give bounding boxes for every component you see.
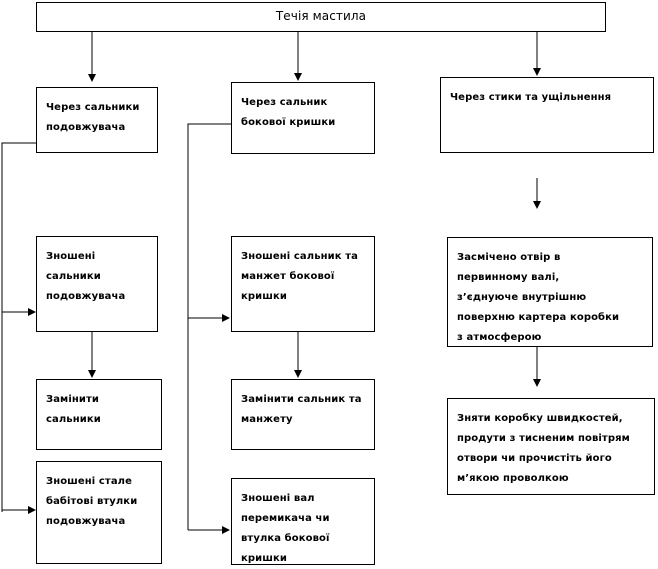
branch-1-item-2-box: [36, 379, 162, 450]
branch-3-header: Через стики та ущільнення: [450, 92, 612, 103]
branch-1-header-box: [36, 87, 158, 153]
branch-2-header: Через сальник бокової кришки: [241, 97, 336, 128]
title-box: [36, 2, 606, 32]
branch-2-item-1: Зношені сальник та манжет бокової кришки: [241, 251, 358, 302]
branch-3-item-1-box: [447, 237, 653, 347]
branch-1-item-3-box: [36, 461, 162, 564]
branch-3-item-1: Засмічено отвір в первинному валі, з’єднуюче внутрішню поверхню картера коробки з атмосферою: [457, 252, 620, 343]
branch-3-header-box: [440, 77, 654, 153]
branch-3-item-2-box: [447, 398, 655, 495]
branch-3-item-2: Зняти коробку швидкостей, продути з тисненим повітрям отвори чи прочистіть його м’якою проволкою: [457, 413, 630, 484]
branch-2-header-box: [231, 82, 375, 154]
branch-2-item-2: Замінити сальник та манжету: [241, 394, 362, 425]
branch-2-item-3: Зношені вал перемикача чи втулка бокової кришки: [241, 493, 330, 564]
bracket-branch-2: [188, 124, 231, 530]
branch-1-item-3: Зношені стале бабітові втулки подовжувача: [46, 476, 138, 527]
diagram-title: Течія мастила: [275, 9, 367, 23]
branch-2-item-2-box: [231, 379, 375, 450]
branch-1-header: Через сальники подовжувача: [46, 102, 140, 133]
branch-2-item-1-box: [231, 236, 375, 332]
bracket-branch-1: [2, 143, 37, 512]
branch-1-item-2: Замінити сальники: [46, 394, 101, 425]
branch-1-item-1: Зношені сальники подовжувача: [46, 251, 126, 302]
branch-1-item-1-box: [36, 236, 158, 332]
branch-2-item-3-box: [231, 478, 375, 565]
